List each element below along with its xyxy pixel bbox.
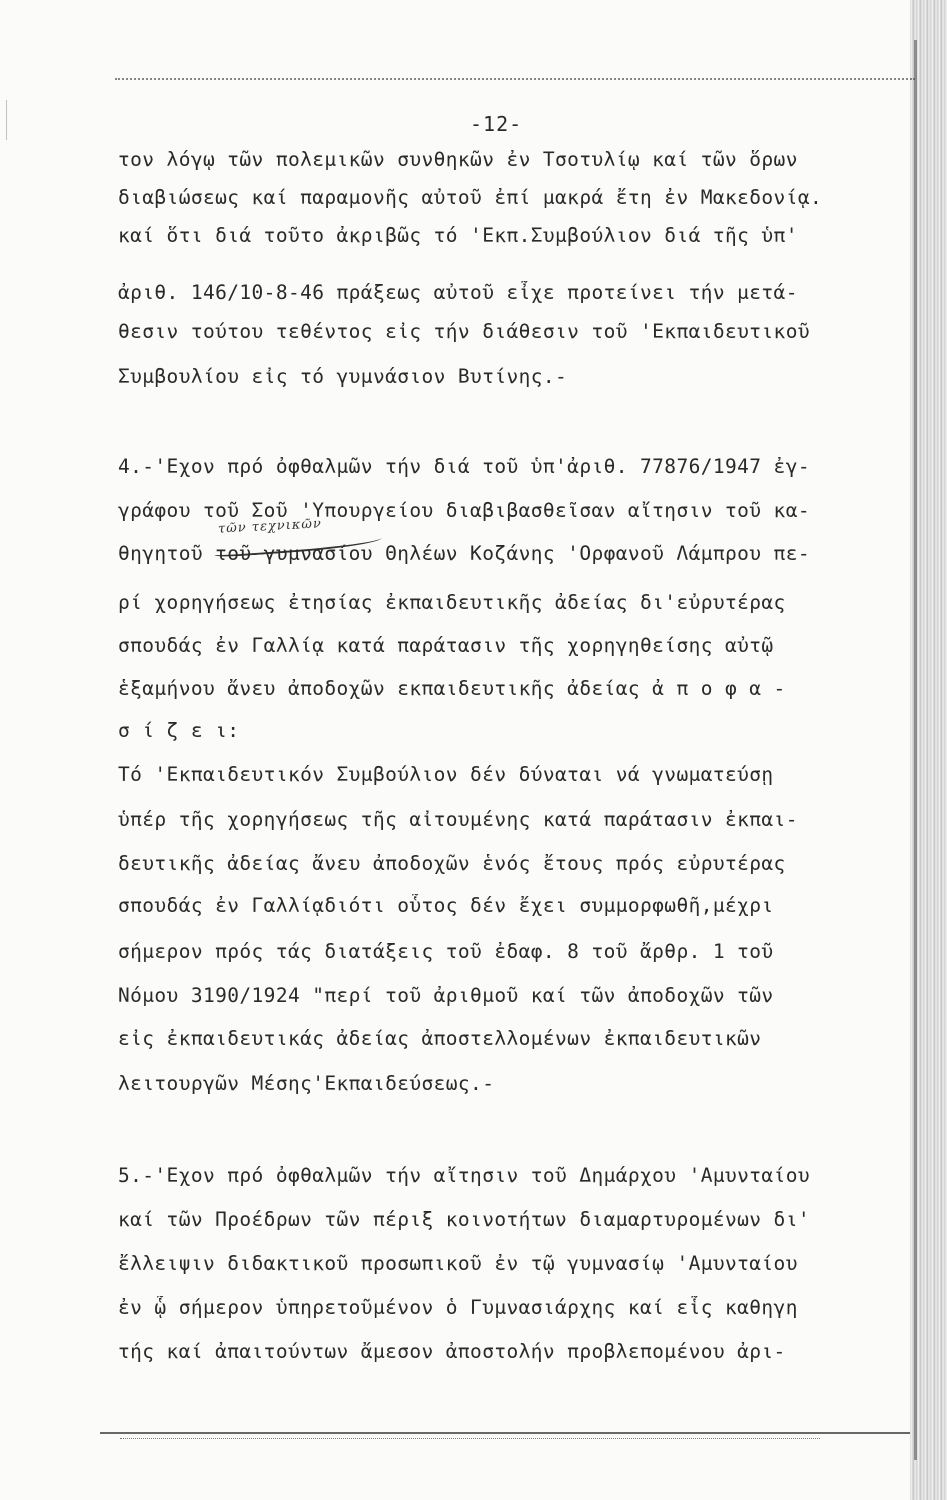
binding-line bbox=[914, 40, 917, 1460]
top-rule bbox=[115, 78, 915, 80]
text-line: καί τῶν Προέδρων τῶν πέριξ κοινοτήτων διαμαρτυρομένων δι' bbox=[118, 1208, 810, 1231]
text-line: σ ί ζ ε ι: bbox=[118, 719, 240, 742]
text-line: Νόμου 3190/1924 "περί τοῦ ἀριθμοῦ καί τῶν ἀποδοχῶν τῶν bbox=[118, 984, 774, 1007]
bottom-rule-dotted bbox=[120, 1438, 820, 1439]
text-line: 4.-'Εχον πρό ὀφθαλμῶν τήν διά τοῦ ὑπ'ἀριθ. 77876/1947 ἐγ- bbox=[118, 455, 810, 478]
text-line: τής καί ἀπαιτούντων ἄμεσον ἀποστολήν προβλεπομένου ἀρι- bbox=[118, 1340, 786, 1363]
text-line: ρί χορηγήσεως ἐτησίας ἐκπαιδευτικῆς ἀδείας δι'εὐρυτέρας bbox=[118, 591, 786, 614]
text-line: γράφου τοῦ Σοῦ 'Υπουργείου διαβιβασθεῖσαν αἴτησιν τοῦ κα- bbox=[118, 499, 810, 522]
text-line: θεσιν τούτου τεθέντος εἰς τήν διάθεσιν τοῦ 'Εκπαιδευτικοῦ bbox=[118, 320, 810, 343]
text-line: ἐν ᾧ σήμερον ὑπηρετοῦμένον ὁ Γυμνασιάρχης καί εἷς καθηγη bbox=[118, 1296, 798, 1319]
margin-mark bbox=[6, 100, 13, 140]
text-line: λειτουργῶν Μέσης'Εκπαιδεύσεως.- bbox=[118, 1072, 495, 1095]
text-line: καί ὅτι διά τοῦτο ἀκριβῶς τό 'Εκπ.Συμβούλιον διά τῆς ὑπ' bbox=[118, 224, 798, 247]
text-line: Συμβουλίου εἰς τό γυμνάσιον Βυτίνης.- bbox=[118, 365, 568, 388]
text-line: σήμερον πρός τάς διατάξεις τοῦ ἐδαφ. 8 τοῦ ἄρθρ. 1 τοῦ bbox=[118, 940, 774, 963]
bottom-rule bbox=[100, 1432, 910, 1434]
page-number: -12- bbox=[470, 112, 523, 136]
text-line: εἰς ἐκπαιδευτικάς ἀδείας ἀποστελλομένων ἐκπαιδευτικῶν bbox=[118, 1027, 762, 1050]
text-line: δευτικῆς ἀδείας ἄνευ ἀποδοχῶν ἑνός ἔτους πρός εὐρυτέρας bbox=[118, 852, 786, 875]
text-line: τον λόγῳ τῶν πολεμικῶν συνθηκῶν ἐν Τσοτυλίῳ καί τῶν ὅρων bbox=[118, 148, 798, 171]
text-line: Τό 'Εκπαιδευτικόν Συμβούλιον δέν δύναται νά γνωματεύσῃ bbox=[118, 763, 774, 786]
text-line: σπουδάς ἐν Γαλλίᾳ κατά παράτασιν τῆς χορηγηθείσης αὐτῷ bbox=[118, 634, 774, 657]
text-line: ἑξαμήνου ἄνευ ἀποδοχῶν εκπαιδευτικῆς ἀδείας ἀ π ο φ α - bbox=[118, 677, 786, 700]
text-line: διαβιώσεως καί παραμονῆς αὐτοῦ ἐπί μακρά ἔτη ἐν Μακεδονίᾳ. bbox=[118, 186, 823, 209]
text-line: ὑπέρ τῆς χορηγήσεως τῆς αἰτουμένης κατά παράτασιν ἐκπαι- bbox=[118, 808, 798, 831]
text-line: ἀριθ. 146/10-8-46 πράξεως αὐτοῦ εἶχε προτείνει τήν μετά- bbox=[118, 281, 798, 304]
handwritten-annotation: τῶν τεχνικῶν bbox=[217, 516, 323, 537]
text-line: θηγητοῦ τοῦ γυμνασίου Θηλέων Κοζάνης 'Ορφανοῦ Λάμπρου πε- bbox=[118, 542, 810, 565]
text-line: 5.-'Εχον πρό ὀφθαλμῶν τήν αἴτησιν τοῦ Δημάρχου 'Αμυνταίου bbox=[118, 1164, 810, 1187]
text-line: ἔλλειψιν διδακτικοῦ προσωπικοῦ ἐν τῷ γυμνασίῳ 'Αμυνταίου bbox=[118, 1252, 798, 1275]
text-line: σπουδάς ἐν Γαλλίᾳδιότι οὗτος δέν ἔχει συμμορφωθῆ,μέχρι bbox=[118, 894, 774, 917]
